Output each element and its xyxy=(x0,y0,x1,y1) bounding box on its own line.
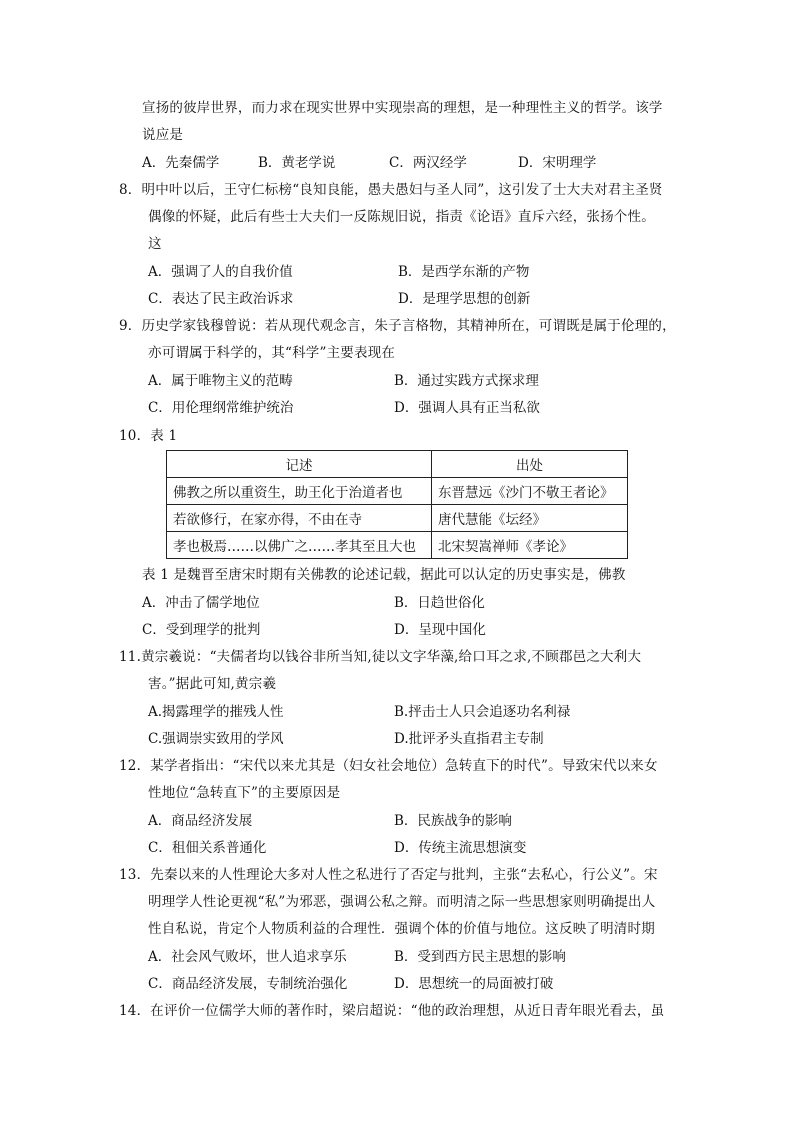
q12-option-d: D．传统主流思想演变 xyxy=(394,840,527,856)
q12-stem-line2: 性地位“急转直下”的主要原因是 xyxy=(148,785,341,801)
q10-stem-line2: 表 1 是魏晋至唐宋时期有关佛教的论述记载，据此可以认定的历史事实是，佛教 xyxy=(142,567,626,583)
q7-option-b: B．黄老学说 xyxy=(258,155,336,171)
table-cell: 唐代慧能《坛经》 xyxy=(432,505,628,532)
q11-option-c: C.强调崇实致用的学风 xyxy=(148,731,284,747)
q12-option-b: B．民族战争的影响 xyxy=(394,813,512,829)
q13-option-c: C．商品经济发展，专制统治强化 xyxy=(148,976,348,992)
table-cell: 孝也极焉……以佛广之……孝其至且大也 xyxy=(167,532,432,559)
q13-option-b: B．受到西方民主思想的影响 xyxy=(394,949,566,965)
q9-option-b: B．通过实践方式探求理 xyxy=(394,373,539,389)
q13-option-d: D．思想统一的局面被打破 xyxy=(394,976,554,992)
q8-option-c: C．表达了民主政治诉求 xyxy=(148,291,294,307)
q11-stem-line1: 11.黄宗羲说：“夫儒者均以钱谷非所当知,徒以文字华藻,给口耳之求,不顾郡邑之大利大 xyxy=(119,649,642,665)
q7-stem-line1: 宣扬的彼岸世界，而力求在现实世界中实现崇高的理想，是一种理性主义的哲学。该学 xyxy=(142,100,663,116)
q8-stem-line2: 偶像的怀疑，此后有些士大夫们一反陈规旧说，指责《论语》直斥六经，张扬个性。 xyxy=(148,209,655,225)
table-cell: 北宋契嵩禅师《孝论》 xyxy=(432,532,628,559)
q13-option-a: A．社会风气败坏，世人追求享乐 xyxy=(148,949,347,965)
q8-stem-line1: 8．明中叶以后，王守仁标榜“良知良能，愚夫愚妇与圣人同”，这引发了士大夫对君主圣贤 xyxy=(119,182,663,198)
q12-option-c: C．租佃关系普通化 xyxy=(148,840,267,856)
table-row xyxy=(167,478,628,505)
q9-stem-line2: 亦可谓属于科学的，其“科学”主要表现在 xyxy=(148,345,396,361)
q8-option-d: D．是理学思想的创新 xyxy=(398,291,531,307)
q10-option-d: D．呈现中国化 xyxy=(394,622,486,638)
q8-option-b: B．是西学东渐的产物 xyxy=(398,264,530,280)
table-row xyxy=(167,532,628,559)
q7-option-a: A．先秦儒学 xyxy=(142,155,220,171)
q11-option-d: D.批评矛头直指君主专制 xyxy=(394,731,544,747)
q9-option-d: D．强调人具有正当私欲 xyxy=(394,400,540,416)
table-cell: 东晋慧远《沙门不敬王者论》 xyxy=(432,478,628,505)
q7-option-d: D．宋明理学 xyxy=(518,155,597,171)
q9-stem-line1: 9．历史学家钱穆曾说：若从现代观念言，朱子言格物，其精神所在，可谓既是属于伦理的， xyxy=(119,318,676,334)
q13-stem-line3: 性自私说，肯定个人物质利益的合理性．强调个体的价值与地位。这反映了明清时期 xyxy=(148,921,655,937)
table-1 xyxy=(166,450,628,559)
q11-option-b: B.抨击士人只会追逐功名利禄 xyxy=(394,704,571,720)
q7-option-c: C．两汉经学 xyxy=(389,155,467,171)
q8-option-a: A．强调了人的自我价值 xyxy=(148,264,293,280)
q7-stem-line2: 说应是 xyxy=(142,127,184,143)
q11-option-a: A.揭露理学的摧残人性 xyxy=(148,704,284,720)
q14-stem-line1: 14．在评价一位儒学大师的著作时，梁启超说：“他的政治理想，从近日青年眼光看去，虽 xyxy=(119,1003,665,1019)
q9-option-a: A．属于唯物主义的范畴 xyxy=(148,373,293,389)
q12-option-a: A．商品经济发展 xyxy=(148,813,253,829)
q13-stem-line2: 明理学人性论更视“私”为邪恶，强调公私之辩。而明清之际一些思想家则明确提出人 xyxy=(148,894,656,910)
q8-stem-line3: 这 xyxy=(148,236,162,252)
table-header-row xyxy=(167,451,628,478)
table-cell: 佛教之所以重资生，助王化于治道者也 xyxy=(167,478,432,505)
q11-stem-line2: 害。”据此可知,黄宗羲 xyxy=(148,676,277,692)
table-header-statement: 记述 xyxy=(167,451,432,478)
q10-option-a: A．冲击了儒学地位 xyxy=(142,595,260,611)
q10-option-c: C．受到理学的批判 xyxy=(142,622,261,638)
q13-stem-line1: 13．先秦以来的人性理论大多对人性之私进行了否定与批判，主张“去私心，行公义”。宋 xyxy=(119,867,658,883)
q9-option-c: C．用伦理纲常维护统治 xyxy=(148,400,294,416)
q12-stem-line1: 12．某学者指出：“宋代以来尤其是（妇女社会地位）急转直下的时代”。导致宋代以来女 xyxy=(119,758,658,774)
q10-option-b: B．日趋世俗化 xyxy=(394,595,485,611)
table-cell: 若欲修行，在家亦得，不由在寺 xyxy=(167,505,432,532)
table-row xyxy=(167,505,628,532)
q10-stem-line1: 10．表 1 xyxy=(119,428,178,444)
table-header-source: 出处 xyxy=(432,451,628,478)
